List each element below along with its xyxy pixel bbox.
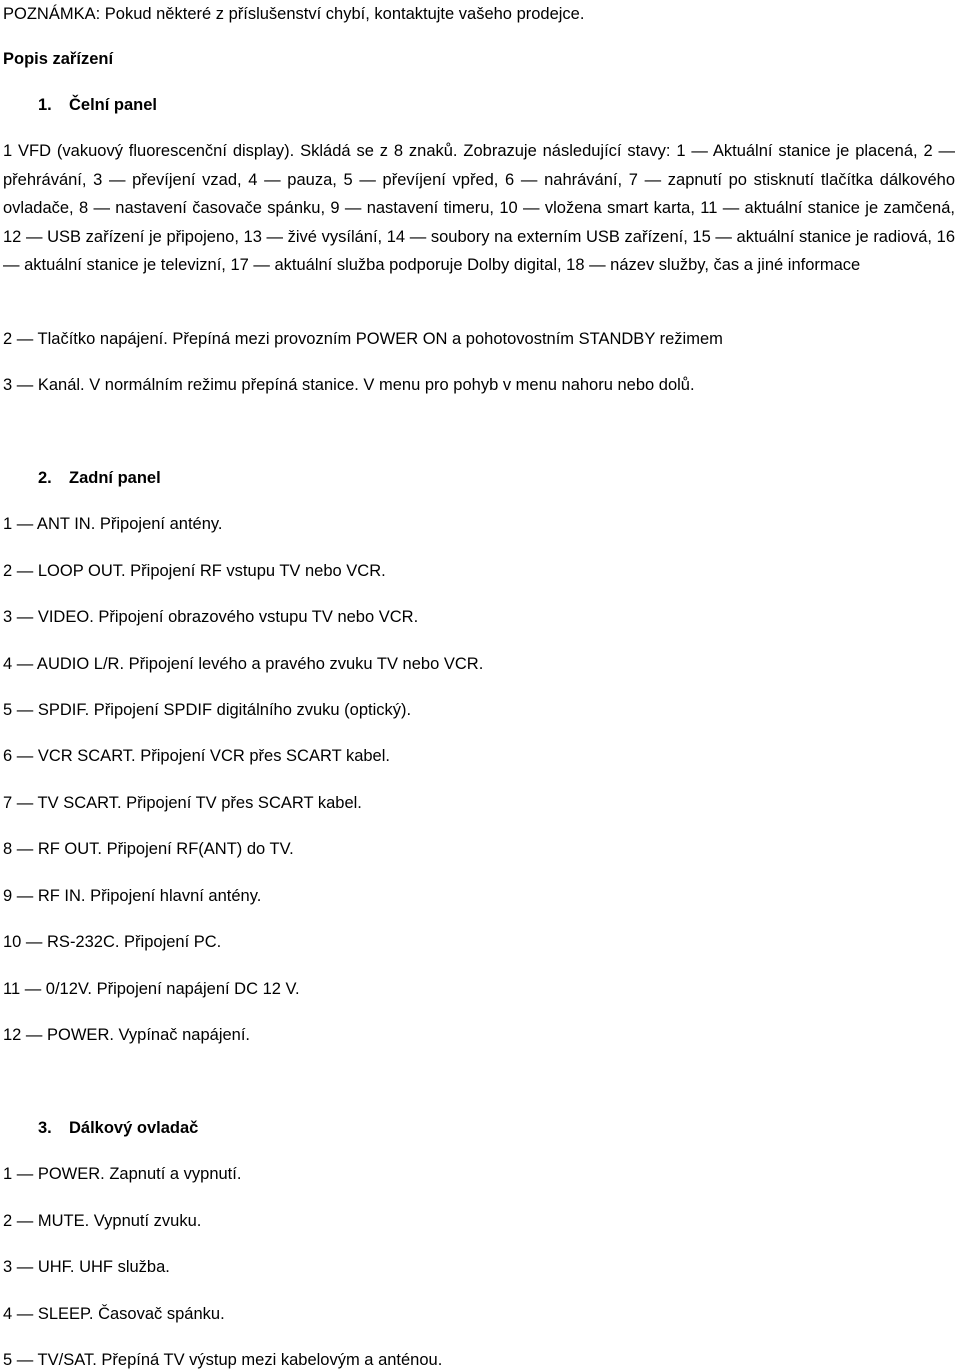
list-item: 6 — VCR SCART. Připojení VCR přes SCART kabel.: [3, 747, 390, 765]
list-item: 3 — VIDEO. Připojení obrazového vstupu TV nebo VCR.: [3, 608, 419, 626]
note-text: POZNÁMKA: Pokud některé z příslušenství chybí, kontaktujte vašeho prodejce.: [3, 5, 585, 23]
list-item: 8 — RF OUT. Připojení RF(ANT) do TV.: [3, 840, 294, 858]
list-item: 7 — TV SCART. Připojení TV přes SCART kabel.: [3, 794, 362, 812]
heading-number: 3.: [38, 1119, 52, 1137]
list-item: 2 — LOOP OUT. Připojení RF vstupu TV nebo VCR.: [3, 562, 386, 580]
section-title: Popis zařízení: [3, 50, 114, 68]
list-item: 3 — UHF. UHF služba.: [3, 1258, 170, 1276]
list-item: 10 — RS-232C. Připojení PC.: [3, 933, 222, 951]
list-item: 4 — SLEEP. Časovač spánku.: [3, 1305, 225, 1323]
heading-number: 1.: [38, 96, 52, 114]
list-item: 1 — ANT IN. Připojení antény.: [3, 515, 223, 533]
list-item: 5 — TV/SAT. Přepíná TV výstup mezi kabelovým a anténou.: [3, 1351, 443, 1369]
heading-front-panel: [38, 94, 157, 116]
list-item: 11 — 0/12V. Připojení napájení DC 12 V.: [3, 980, 300, 998]
list-item: 5 — SPDIF. Připojení SPDIF digitálního zvuku (optický).: [3, 701, 412, 719]
heading-title: Dálkový ovladač: [69, 1119, 199, 1137]
list-item: 12 — POWER. Vypínač napájení.: [3, 1026, 251, 1044]
heading-number: 2.: [38, 469, 52, 487]
list-item: 2 — Tlačítko napájení. Přepíná mezi provozním POWER ON a pohotovostním STANDBY režimem: [3, 330, 723, 348]
list-item: 9 — RF IN. Připojení hlavní antény.: [3, 887, 262, 905]
heading-rear-panel: [38, 467, 161, 489]
heading-title: Čelní panel: [69, 96, 158, 114]
list-item: 4 — AUDIO L/R. Připojení levého a pravého zvuku TV nebo VCR.: [3, 655, 484, 673]
vfd-description: 1 VFD (vakuový fluorescenční display). Skládá se z 8 znaků. Zobrazuje následující stavy: 1 — Aktuální stanice je placená, 2 — přehrávání, 3 — převíjení vzad, 4 — pauza, 5 — převíjení vpřed, 6 — nahrávání, 7 — zapnutí po stisknutí tlačítka dálkového ovladače, 8 — nastavení časovače spánku, 9 — nastavení timeru, 10 — vložena smart karta, 11 — aktuální stanice je zamčená, 12 — USB zařízení je připojeno, 13 — živé vysílání, 14 — soubory na externím USB zařízení, 15 — aktuální stanice je radiová, 16 — aktuální stanice je televizní, 17 — aktuální služba podporuje Dolby digital, 18 — název služby, čas a jiné informace: [3, 142, 955, 275]
heading-remote: [38, 1117, 198, 1139]
heading-title: Zadní panel: [69, 469, 161, 487]
list-item: 2 — MUTE. Vypnutí zvuku.: [3, 1212, 202, 1230]
list-item: 1 — POWER. Zapnutí a vypnutí.: [3, 1165, 242, 1183]
list-item: 3 — Kanál. V normálním režimu přepíná stanice. V menu pro pohyb v menu nahoru nebo dolů.: [3, 376, 695, 394]
